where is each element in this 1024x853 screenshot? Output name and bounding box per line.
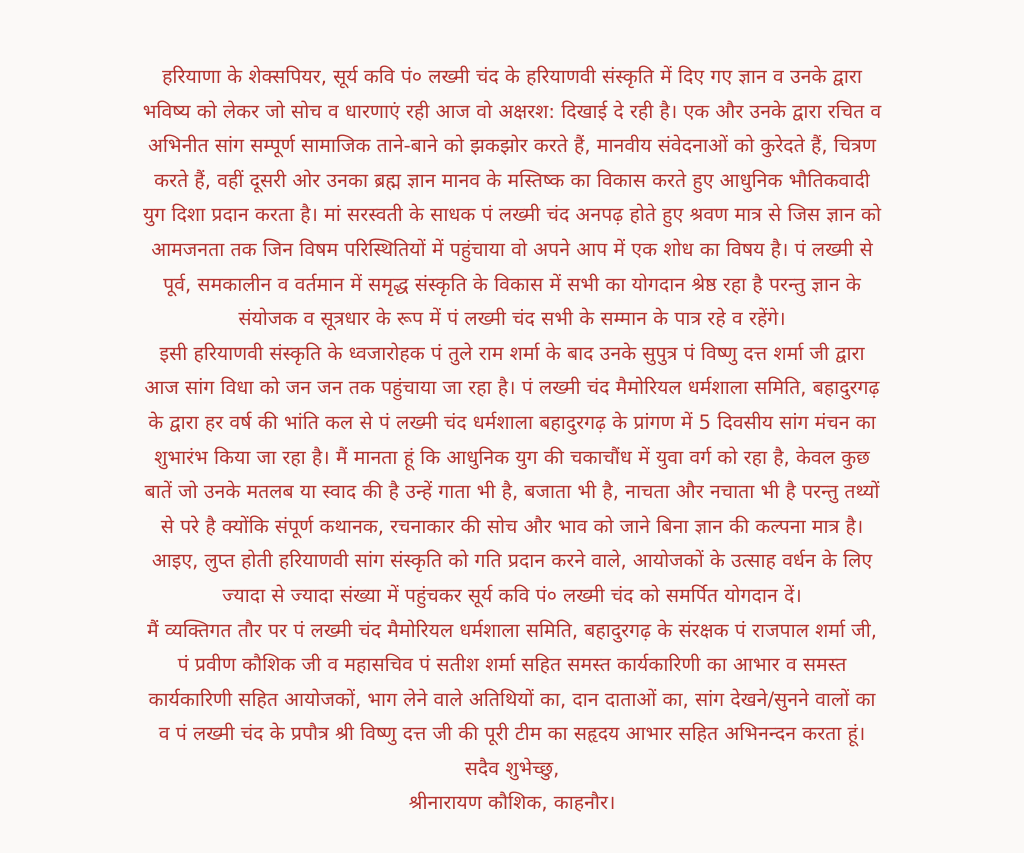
text-line: हरियाणा के शेक्सपियर, सूर्य कवि पं० लख्मी चंद के हरियाणवी संस्कृति में दिए गए ज्ञान व उनके द्वारा (162, 65, 862, 88)
signature-line: श्रीनारायण कौशिक, काहनौर। (408, 791, 616, 815)
text-line: से परे है क्योंकि संपूर्ण कथानक, रचनाकार की सोच और भाव को जाने बिना ज्ञान की कल्पना मात्र है। (160, 514, 864, 538)
text-line: बातें जो उनके मतलब या स्वाद की है उन्हें गाता भी है, बजाता भी है, नाचता और नचाता भी है परन्तु तथ्यों (144, 480, 880, 504)
text-line: आइए, लुप्त होती हरियाणवी सांग संस्कृति को गति प्रदान करने वाले, आयोजकों के उत्साह वर्धन के लिए (151, 549, 873, 573)
text-line: इसी हरियाणवी संस्कृति के ध्वजारोहक पं तुले राम शर्मा के बाद उनके सुपुत्र पं विष्णु दत्त शर्मा जी द्वारा (159, 341, 865, 365)
text-line: अभिनीत सांग सम्पूर्ण सामाजिक ताने-बाने को झकझोर करते हैं, मानवीय संवेदनाओं को कुरेदते हैं, चित्रण (147, 134, 877, 158)
text-line: आज सांग विधा को जन जन तक पहुंचाया जा रहा है। पं लख्मी चंद मैमोरियल धर्मशाला समिति, बहादुरगढ़ (144, 376, 880, 400)
text-line: करते हैं, वहीं दूसरी ओर उनका ब्रह्म ज्ञान मानव के मस्तिष्क का विकास करते हुए आधुनिक भौतिकवादी (154, 168, 870, 192)
text-line: ज्यादा से ज्यादा संख्या में पहुंचकर सूर्य कवि पं० लख्मी चंद को समर्पित योगदान दें। (222, 583, 802, 607)
article-body (48, 60, 976, 821)
text-line: के द्वारा हर वर्ष की भांति कल से पं लख्मी चंद धर्मशाला बहादुरगढ़ के प्रांगण में 5 दिवसीय सांग मंचन का (148, 410, 876, 434)
text-line: व पं लख्मी चंद के प्रपौत्र श्री विष्णु दत्त जी की पूरी टीम का सहृदय आभार सहित अभिनन्दन करता हूं। (158, 722, 866, 746)
text-line: शुभारंभ किया जा रहा है। मैं मानता हूं कि आधुनिक युग की चकाचौंध में युवा वर्ग को रहा है, केवल कुछ (154, 445, 870, 469)
text-line: आमजनता तक जिन विषम परिस्थितियों में पहुंचाया वो अपने आप में एक शोध का विषय है। पं लख्मी से (151, 237, 873, 261)
text-line: युग दिशा प्रदान करता है। मां सरस्वती के साधक पं लख्मी चंद अनपढ़ होते हुए श्रवण मात्र से जिस ज्ञान को (142, 203, 882, 227)
text-line: पं प्रवीण कौशिक जी व महासचिव पं सतीश शर्मा सहित समस्त कार्यकारिणी का आभार व समस्त (177, 653, 847, 677)
text-line: भविष्य को लेकर जो सोच व धारणाएं रही आज वो अक्षरश: दिखाई दे रही है। एक और उनके द्वारा रचित व (142, 99, 882, 123)
text-line: पूर्व, समकालीन व वर्तमान में समृद्ध संस्कृति के विकास में सभी का योगदान श्रेष्ठ रहा है परन्तु ज्ञान के (163, 272, 861, 296)
text-line: कार्यकारिणी सहित आयोजकों, भाग लेने वाले अतिथियों का, दान दाताओं का, सांग देखने/सुनने वालों का (148, 687, 876, 711)
closing-line: सदैव शुभेच्छु, (464, 756, 560, 780)
text-line: संयोजक व सूत्रधार के रूप में पं लख्मी चंद सभी के सम्मान के पात्र रहे व रहेंगे। (238, 307, 786, 331)
text-line: मैं व्यक्तिगत तौर पर पं लख्मी चंद मैमोरियल धर्मशाला समिति, बहादुरगढ़ के संरक्षक पं राजपाल शर्मा जी, (147, 618, 877, 642)
